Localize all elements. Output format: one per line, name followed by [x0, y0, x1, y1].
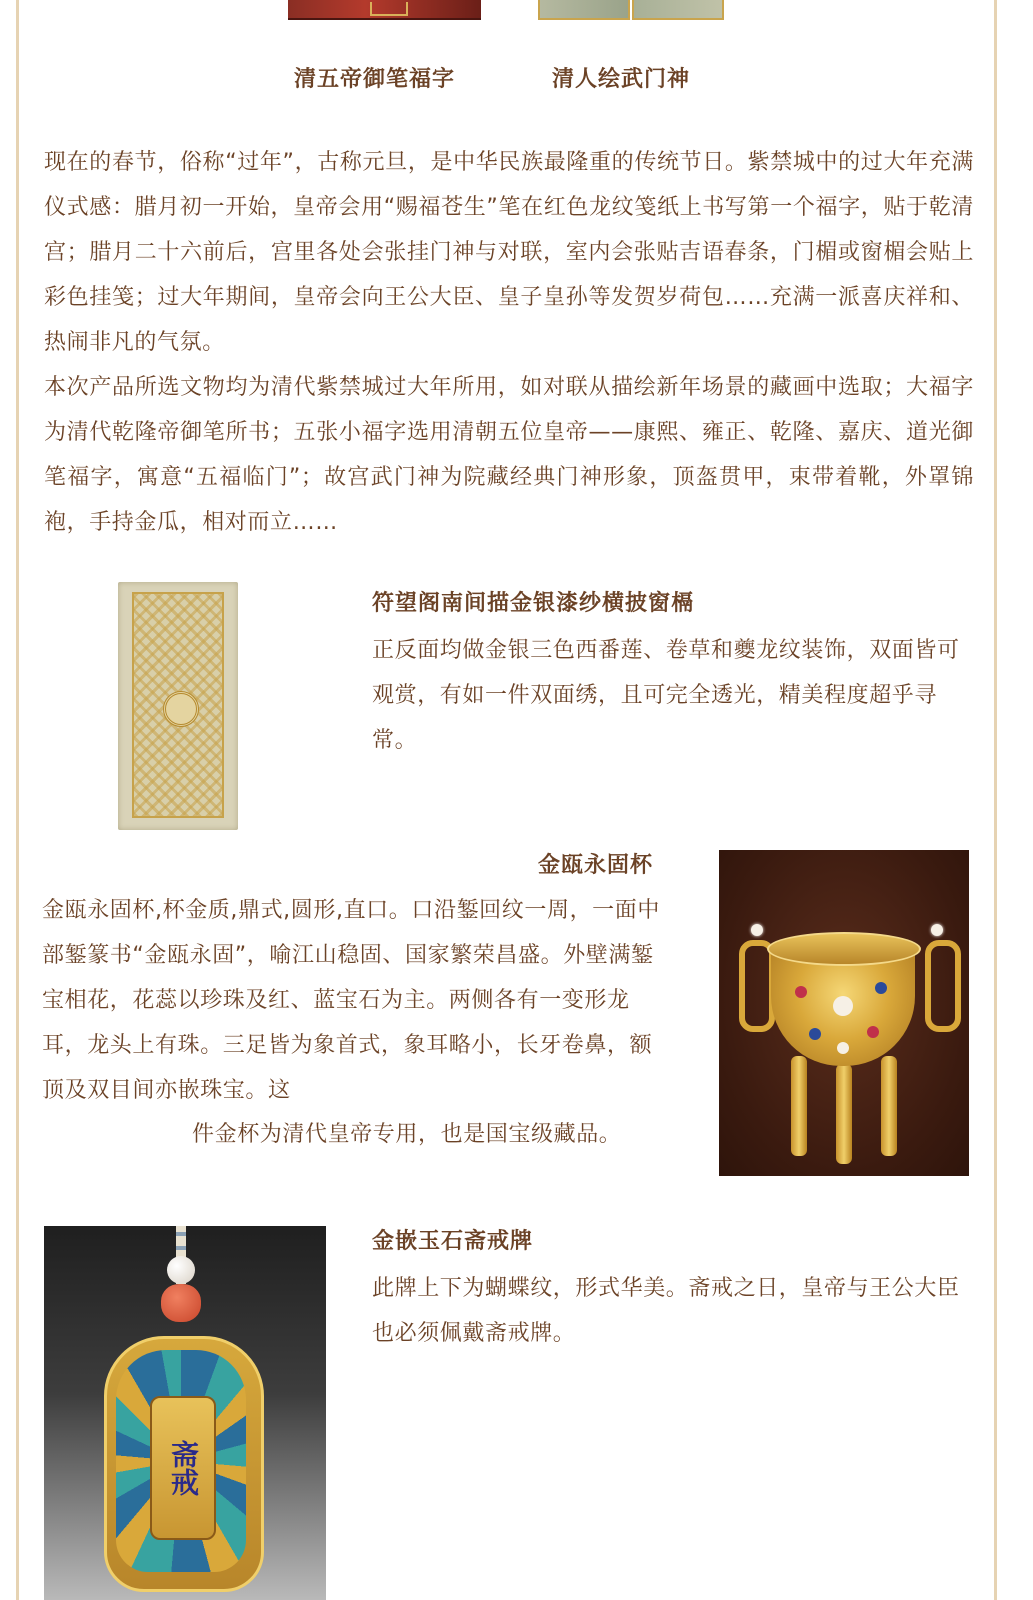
item-description-gold-cup: 金瓯永固杯,杯金质,鼎式,圆形,直口。口沿錾回纹一周，一面中部錾篆书“金瓯永固”，喻江山稳固、国家繁荣昌盛。外壁满錾宝相花，花蕊以珍珠及红、蓝宝石为主。两侧各有一变形龙耳，龙头上有珠。三足皆为象首式，象耳略小，长牙卷鼻，额顶及双目间亦嵌珠宝。这	[42, 898, 660, 1103]
page-border-right	[994, 0, 997, 1600]
door-god-image-left	[538, 0, 630, 20]
window-panel-image	[118, 582, 238, 830]
page-border-left	[16, 0, 19, 1600]
item-title-window-panel: 符望阁南间描金银漆纱横披窗槅	[372, 591, 695, 616]
item-title-gold-cup: 金瓯永固杯	[538, 853, 654, 878]
intro-paragraph-1: 现在的春节，俗称“过年”，古称元旦，是中华民族最隆重的传统节日。紫禁城中的过大年充满仪式感：腊月初一开始，皇帝会用“赐福苍生”笔在红色龙纹笺纸上书写第一个福字，贴于乾清宫；腊月二十六前后，宫里各处会张挂门神与对联，室内会张贴吉语春条，门楣或窗楣会贴上彩色挂笺；过大年期间，皇帝会向王公大臣、皇子皇孙等发贺岁荷包……充满一派喜庆祥和、热闹非凡的气氛。	[44, 150, 974, 355]
item-description-window-panel: 正反面均做金银三色西番莲、卷草和夔龙纹装饰，双面皆可观赏，有如一件双面绣，且可完全透光，精美程度超乎寻常。	[372, 638, 960, 753]
fasting-plaque-image	[44, 1226, 326, 1600]
item-title-fasting-plaque: 金嵌玉石斋戒牌	[372, 1229, 534, 1254]
item-description-gold-cup-last-line: 件金杯为清代皇帝专用，也是国宝级藏品。	[192, 1122, 622, 1147]
door-god-image-right	[632, 0, 724, 20]
item-description-fasting-plaque: 此牌上下为蝴蝶纹，形式华美。斋戒之日，皇帝与王公大臣也必须佩戴斋戒牌。	[372, 1276, 960, 1346]
intro-paragraph-2: 本次产品所选文物均为清代紫禁城过大年所用，如对联从描绘新年场景的藏画中选取；大福字为清代乾隆帝御笔所书；五张小福字选用清朝五位皇帝——康熙、雍正、乾隆、嘉庆、道光御笔福字，寓意“五福临门”；故宫武门神为院藏经典门神形象，顶盔贯甲，束带着靴，外罩锦袍，手持金瓜，相对而立……	[44, 375, 974, 535]
gold-cup-image	[719, 850, 969, 1176]
caption-door-gods: 清人绘武门神	[552, 67, 691, 92]
plaque-inscription: 斋戒	[150, 1396, 216, 1540]
fu-character-image	[288, 0, 481, 20]
caption-fu-characters: 清五帝御笔福字	[294, 67, 456, 92]
